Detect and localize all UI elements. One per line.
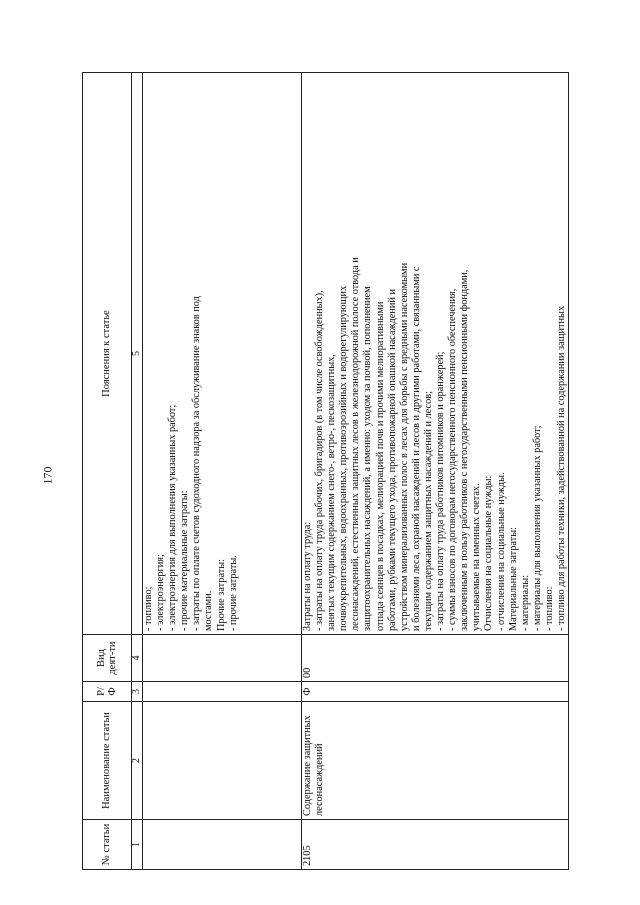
article-number: [143, 820, 302, 870]
explanation-line: защитоохранительных насаждений, а именно: уходом за почвой, пополнением: [362, 286, 374, 631]
explanation-line: - прочие материальные затраты:: [179, 490, 191, 631]
explanation-line: Затраты на оплату труда:: [302, 521, 313, 631]
explanation-line: - топливо для работы техники, задействованной на содержании защитных: [555, 305, 567, 631]
explanation-line: работами, рубками текущего ухода, противопожарной опашкой насаждений и: [386, 289, 398, 631]
column-number: 3: [132, 682, 143, 702]
explanation-line: - электроэнергия;: [155, 554, 167, 631]
table-row: [143, 73, 302, 870]
column-numbers-row: [132, 73, 143, 870]
explanation-line: текущим содержанием защитных насаждений и лесов;: [422, 391, 434, 631]
page-number: 170: [40, 466, 55, 485]
explanation: [143, 73, 302, 635]
explanation-line: Отчисления на социальные нужды:: [483, 475, 495, 631]
header-activity-type: Вид деят-ти: [83, 635, 132, 682]
header-rf: Р/ Ф: [83, 682, 132, 702]
table-row: [302, 73, 569, 870]
explanation-line: - материалы:: [519, 574, 531, 631]
explanation-line: Материальные затраты:: [507, 527, 519, 631]
header-article-name: Наименование статьи: [83, 702, 132, 820]
header-row: [83, 73, 132, 870]
column-number: 4: [132, 635, 143, 682]
explanation-line: занятых текущим содержанием снего-, ветро-, пескозащитных,: [326, 354, 338, 631]
explanation-line: отпада сеянцев в посадках, мелиорацией почв и прочими мелиоративными: [374, 301, 386, 631]
explanation-line: Прочие затраты:: [215, 558, 227, 631]
explanation-line: - электроэнергия для выполнения указанных работ;: [167, 404, 179, 631]
explanation-line: заключенным в пользу работников с негосударственными пенсионными фондами,: [459, 269, 471, 631]
article-name: [143, 702, 302, 820]
explanation-line: - топливо;: [143, 586, 154, 631]
explanation-line: мостами.: [203, 590, 215, 631]
explanation-line: - затраты по оплате счетов судоходного надзора за обслуживание знаков под: [191, 296, 203, 631]
explanation-line: и болезнями леса, охраной насаждений и лесов и другими работами, связанными с: [410, 266, 422, 631]
header-explanation: Пояснения к статье: [83, 73, 132, 635]
explanation-line: - прочие затраты.: [227, 555, 239, 631]
column-number: 5: [132, 73, 143, 635]
explanation-line: - затраты на оплату труда работников питомников и оранжерей;: [435, 351, 447, 631]
explanation-line: - отчисления на социальные нужды.: [495, 472, 507, 631]
column-number: 2: [132, 702, 143, 820]
explanation-line: - затраты на оплату труда рабочих, бригадиров (в том числе освобожденных),: [314, 290, 326, 631]
explanation-line: - суммы взносов по договорам негосударственного пенсионного обеспечения,: [447, 288, 459, 631]
explanation-line: учитываемые на именных счетах.: [471, 483, 483, 631]
explanation: [302, 73, 569, 635]
articles-table: [82, 72, 569, 870]
explanation-line: - материалы для выполнения указанных работ;: [531, 425, 543, 631]
explanation-line: - топливо:: [543, 586, 555, 631]
explanation-line: лесонасаждений, естественных защитных лесов в железнодорожной полосе отвода и: [350, 257, 362, 631]
activity-value: [143, 635, 302, 682]
rf-value: [143, 682, 302, 702]
rotated-table-wrapper: [82, 72, 572, 870]
explanation-line: почвоукрепительных, водоохранных, противоэрозийных и водорегулирующих: [338, 285, 350, 631]
explanation-line: устройством минерализованных полос в лесах для борьбы с вредными насекомыми: [398, 262, 410, 631]
column-number: 1: [132, 820, 143, 870]
header-article-number: № статьи: [83, 820, 132, 870]
article-name: Содержание защитных лесонасаждений: [302, 702, 569, 820]
activity-value: 00: [302, 635, 569, 682]
rf-value: Ф: [302, 682, 569, 702]
article-number: 2105: [302, 820, 569, 870]
